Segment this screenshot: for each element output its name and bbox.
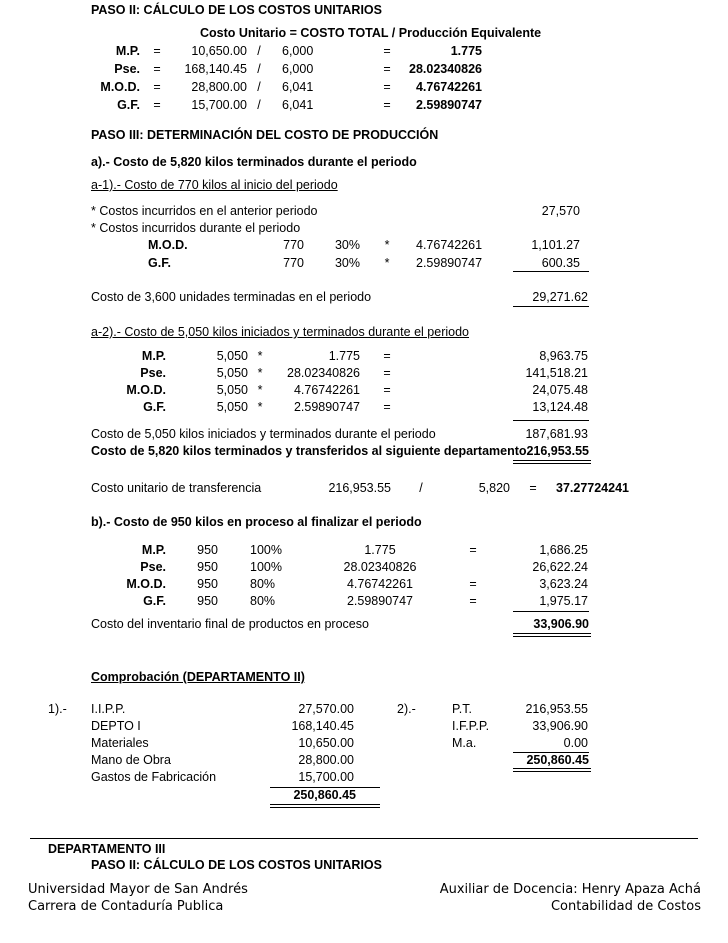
unit-cost-formula: Costo Unitario = COSTO TOTAL / Producción Equivalente (200, 26, 542, 40)
b-row-value: 26,622.24 (532, 560, 588, 574)
b-row-value: 3,623.24 (539, 577, 588, 591)
unit-cost-total: 10,650.00 (191, 44, 247, 58)
a2-row-qty: 5,050 (216, 400, 248, 414)
comp-left-total: 250,860.45 (293, 788, 356, 802)
comp-right-total: 250,860.45 (526, 753, 589, 767)
unit-cost-eq: = (153, 80, 161, 94)
comp-right-value: 0.00 (563, 736, 588, 750)
paso3-title: PASO III: DETERMINACIÓN DEL COSTO DE PRODUCCIÓN (91, 128, 439, 142)
section-b-title: b).- Costo de 950 kilos en proceso al finalizar el periodo (91, 515, 422, 529)
unit-cost-label: M.O.D. (100, 80, 140, 94)
comp-left-double-underline (270, 804, 380, 808)
unit-transfer-div: / (419, 481, 423, 495)
comp-left-label: Mano de Obra (91, 753, 171, 767)
depto3-title: DEPARTAMENTO III (48, 842, 166, 856)
a2-row-eq: = (383, 383, 391, 397)
comp-left-value: 168,140.45 (291, 719, 354, 733)
comp-left-value: 27,570.00 (298, 702, 354, 716)
unit-cost-div: / (257, 62, 261, 76)
a1-row-value: 1,101.27 (531, 238, 580, 252)
comp-right-value: 33,906.90 (532, 719, 588, 733)
b-row-eq: = (469, 594, 477, 608)
a1-row-label: M.O.D. (148, 238, 188, 252)
a2-row-qty: 5,050 (216, 349, 248, 363)
comp-right-label: M.a. (452, 736, 477, 750)
a2-row-value: 13,124.48 (532, 400, 588, 414)
a2-row-op: * (257, 349, 263, 363)
footer-course: Contabilidad de Costos (550, 899, 701, 914)
b-row-pct: 100% (250, 560, 282, 574)
b-row-label: Pse. (140, 560, 166, 574)
a2-row-eq: = (383, 366, 391, 380)
a2-row-unit: 4.76742261 (293, 383, 360, 397)
footer-university: Universidad Mayor de San Andrés (28, 882, 248, 897)
footer-assistant: Auxiliar de Docencia: Henry Apaza Achá (439, 882, 701, 897)
comp-left-label: Gastos de Fabricación (91, 770, 217, 784)
unit-cost-eq: = (153, 98, 161, 112)
a1-divider (513, 271, 589, 272)
b-row-pct: 100% (250, 543, 282, 557)
unit-cost-label: M.P. (115, 44, 140, 58)
a2-row-label: G.F. (143, 400, 166, 414)
paso2-title: PASO II: CÁLCULO DE LOS COSTOS UNITARIOS (91, 3, 382, 17)
a2-row-unit: 2.59890747 (293, 400, 360, 414)
a2-row-op: * (257, 366, 263, 380)
comp-left-value: 28,800.00 (298, 753, 354, 767)
comp-left-label: I.I.P.P. (91, 702, 126, 716)
transfer-total-label: Costo de 5,820 kilos terminados y transferidos al siguiente departamento (91, 444, 527, 458)
b-row-label: M.P. (141, 543, 166, 557)
a2-row-op: * (257, 383, 263, 397)
prev-costs-label: * Costos incurridos en el anterior periodo (91, 204, 318, 218)
unit-transfer-result: 37.27724241 (556, 481, 629, 495)
b-row-qty: 950 (197, 560, 218, 574)
unit-cost-label: G.F. (117, 98, 140, 112)
unit-transfer-total: 216,953.55 (328, 481, 391, 495)
unit-cost-total: 28,800.00 (191, 80, 247, 94)
transfer-double-underline (513, 460, 591, 464)
unit-cost-units: 6,000 (282, 62, 314, 76)
comp-right-label: I.F.P.P. (452, 719, 490, 733)
unit-cost-units: 6,041 (282, 80, 314, 94)
b-row-pct: 80% (250, 594, 276, 608)
section-a-title: a).- Costo de 5,820 kilos terminados durante el periodo (91, 155, 417, 169)
b-row-eq: = (469, 543, 477, 557)
comp-left-label: DEPTO I (91, 719, 141, 733)
a2-row-eq: = (383, 349, 391, 363)
a2-total-value: 187,681.93 (525, 427, 588, 441)
comprobacion-left-num: 1).- (48, 702, 67, 716)
unit-transfer-eq: = (529, 481, 537, 495)
a1-total-value: 29,271.62 (532, 290, 588, 304)
a1-row-value: 600.35 (541, 256, 580, 270)
during-costs-label: * Costos incurridos durante el periodo (91, 221, 301, 235)
a2-row-unit: 28.02340826 (287, 366, 360, 380)
prev-costs-value: 27,570 (541, 204, 580, 218)
unit-transfer-label: Costo unitario de transferencia (91, 481, 262, 495)
a2-row-label: M.O.D. (126, 383, 166, 397)
unit-cost-eq2: = (383, 62, 391, 76)
b-row-qty: 950 (197, 594, 218, 608)
a1-total-label: Costo de 3,600 unidades terminadas en el periodo (91, 290, 372, 304)
a2-row-qty: 5,050 (216, 366, 248, 380)
a2-row-unit: 1.775 (328, 349, 360, 363)
a1-row-unit: 2.59890747 (416, 256, 483, 270)
a2-row-label: Pse. (140, 366, 166, 380)
b-row-label: M.O.D. (126, 577, 166, 591)
a1-row-op: * (384, 238, 390, 252)
unit-cost-units: 6,041 (282, 98, 314, 112)
a2-row-value: 8,963.75 (539, 349, 588, 363)
a2-row-value: 24,075.48 (532, 383, 588, 397)
unit-cost-eq2: = (383, 80, 391, 94)
comp-left-value: 10,650.00 (298, 736, 354, 750)
unit-cost-result: 1.775 (450, 44, 482, 58)
unit-cost-total: 15,700.00 (191, 98, 247, 112)
b-double-underline (513, 633, 591, 637)
a1-row-unit: 4.76742261 (416, 238, 483, 252)
b-row-unit: 4.76742261 (346, 577, 414, 591)
unit-cost-label: Pse. (114, 62, 140, 76)
unit-cost-result: 2.59890747 (415, 98, 482, 112)
a2-row-label: M.P. (141, 349, 166, 363)
b-row-pct: 80% (250, 577, 276, 591)
section-divider (30, 838, 698, 839)
a2-total-label: Costo de 5,050 kilos iniciados y terminados durante el periodo (91, 427, 436, 441)
unit-cost-result: 4.76742261 (415, 80, 482, 94)
comp-right-label: P.T. (452, 702, 472, 716)
b-row-unit: 28.02340826 (343, 560, 417, 574)
a2-row-qty: 5,050 (216, 383, 248, 397)
section-a2-title: a-2).- Costo de 5,050 kilos iniciados y terminados durante el periodo (91, 325, 469, 339)
b-row-unit: 1.775 (364, 543, 396, 557)
a1-row-pct: 30% (334, 238, 360, 252)
b-total-value: 33,906.90 (533, 617, 589, 631)
comprobacion-title: Comprobación (DEPARTAMENTO II) (91, 670, 305, 684)
unit-cost-div: / (257, 98, 261, 112)
b-row-qty: 950 (197, 577, 218, 591)
b-row-eq: = (469, 577, 477, 591)
a2-row-eq: = (383, 400, 391, 414)
a1-total-underline (513, 306, 589, 307)
a1-row-label: G.F. (148, 256, 171, 270)
comp-left-label: Materiales (91, 736, 149, 750)
a1-row-qty: 770 (283, 256, 304, 270)
section-a1-title: a-1).- Costo de 770 kilos al inicio del periodo (91, 178, 338, 192)
b-row-qty: 950 (197, 543, 218, 557)
footer-career: Carrera de Contaduría Publica (28, 899, 224, 914)
b-divider (513, 611, 589, 612)
a1-row-op: * (384, 256, 390, 270)
comprobacion-right-num: 2).- (397, 702, 416, 716)
depto3-paso2-title: PASO II: CÁLCULO DE LOS COSTOS UNITARIOS (91, 858, 382, 872)
a1-row-qty: 770 (283, 238, 304, 252)
unit-cost-units: 6,000 (282, 44, 314, 58)
a2-row-value: 141,518.21 (525, 366, 588, 380)
b-total-label: Costo del inventario final de productos en proceso (91, 617, 369, 631)
a1-row-pct: 30% (334, 256, 360, 270)
a2-divider (513, 420, 589, 421)
unit-cost-eq2: = (383, 44, 391, 58)
comp-left-value: 15,700.00 (298, 770, 354, 784)
b-row-value: 1,975.17 (539, 594, 588, 608)
unit-cost-result: 28.02340826 (409, 62, 482, 76)
b-row-label: G.F. (143, 594, 166, 608)
comp-right-double-underline (513, 768, 591, 772)
unit-cost-total: 168,140.45 (184, 62, 247, 76)
transfer-total-value: 216,953.55 (526, 444, 589, 458)
unit-transfer-units: 5,820 (478, 481, 510, 495)
unit-cost-div: / (257, 44, 261, 58)
unit-cost-div: / (257, 80, 261, 94)
unit-cost-eq: = (153, 62, 161, 76)
unit-cost-eq2: = (383, 98, 391, 112)
b-row-value: 1,686.25 (539, 543, 588, 557)
b-row-unit: 2.59890747 (346, 594, 414, 608)
unit-cost-eq: = (153, 44, 161, 58)
comp-right-value: 216,953.55 (525, 702, 588, 716)
a2-row-op: * (257, 400, 263, 414)
